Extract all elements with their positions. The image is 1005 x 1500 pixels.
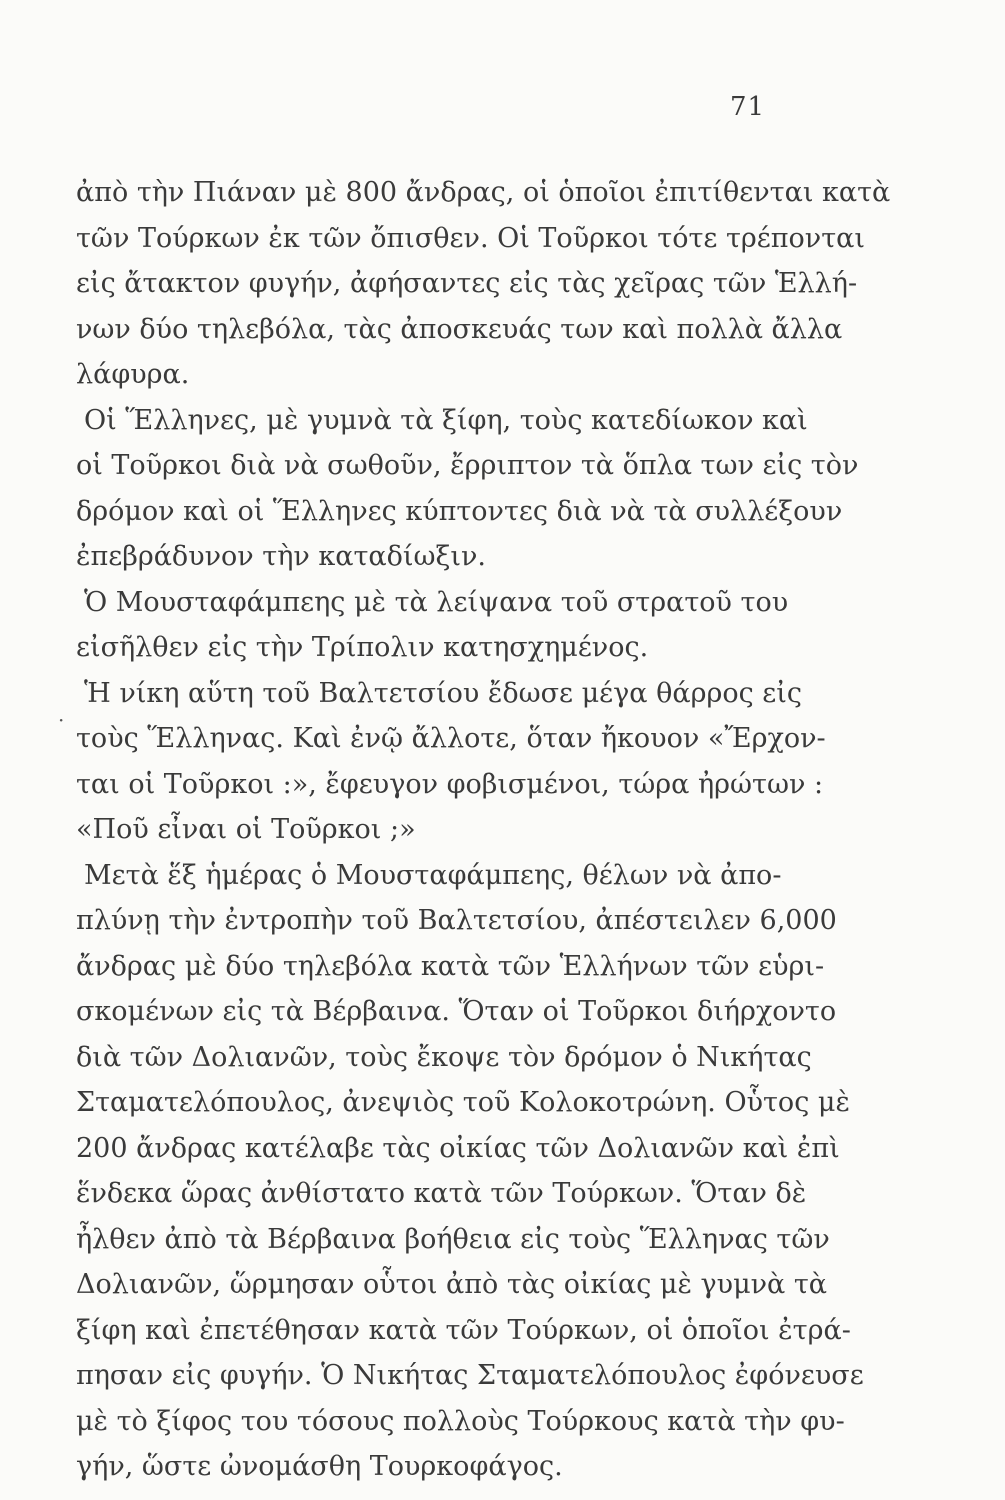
text-line: Ὁ Μουσταφάμπεης μὲ τὰ λείψανα τοῦ στρατοῦ του xyxy=(84,586,789,618)
text-line: οἱ Τοῦρκοι διὰ νὰ σωθοῦν, ἔρριπτον τὰ ὅπλα των εἰς τὸν xyxy=(76,450,859,481)
text-line: ἄνδρας μὲ δύο τηλεβόλα κατὰ τῶν Ἑλλήνων τῶν εὑρι- xyxy=(76,950,825,982)
text-line: ἐπεβράδυνον τὴν καταδίωξιν. xyxy=(76,541,486,572)
text-line: διὰ τῶν Δολιανῶν, τοὺς ἔκοψε τὸν δρόμον ὁ Νικήτας xyxy=(76,1041,812,1073)
text-line: νων δύο τηλεβόλα, τὰς ἀποσκευάς των καὶ πολλὰ ἄλλα xyxy=(76,313,843,345)
text-line: γήν, ὥστε ὠνομάσθη Τουρκοφάγος. xyxy=(76,1451,563,1482)
text-line: τοὺς Ἕλληνας. Καὶ ἐνῷ ἄλλοτε, ὅταν ἤκουον «Ἔρχον- xyxy=(76,723,826,754)
text-line: εἰσῆλθεν εἰς τὴν Τρίπολιν κατησχημένος. xyxy=(76,632,649,663)
text-line: πησαν εἰς φυγήν. Ὁ Νικήτας Σταματελόπουλος ἐφόνευσε xyxy=(76,1360,864,1391)
text-line: ται οἱ Τοῦρκοι :», ἔφευγον φοβισμένοι, τώρα ἠρώτων : xyxy=(76,768,824,800)
text-line: λάφυρα. xyxy=(76,359,190,390)
text-line: ἦλθεν ἀπὸ τὰ Βέρβαινα βοήθεια εἰς τοὺς Ἕλληνας τῶν xyxy=(76,1223,830,1255)
text-line: εἰς ἄτακτον φυγήν, ἀφήσαντες εἰς τὰς χεῖρας τῶν Ἑλλή- xyxy=(76,268,858,299)
text-line: πλύνῃ τὴν ἐντροπὴν τοῦ Βαλτετσίου, ἀπέστειλεν 6,000 xyxy=(76,905,837,936)
text-line: σκομένων εἰς τὰ Βέρβαινα. Ὅταν οἱ Τοῦρκοι διήρχοντο xyxy=(76,996,837,1027)
body-text xyxy=(76,170,891,1490)
text-line: Μετὰ ἕξ ἡμέρας ὁ Μουσταφάμπεης, θέλων νὰ ἀπο- xyxy=(84,859,782,891)
text-line: ξίφη καὶ ἐπετέθησαν κατὰ τῶν Τούρκων, οἱ ὁποῖοι ἐτρά- xyxy=(76,1314,851,1346)
text-line: ἕνδεκα ὥρας ἀνθίστατο κατὰ τῶν Τούρκων. Ὅταν δὲ xyxy=(76,1178,807,1209)
text-line: Οἱ Ἕλληνες, μὲ γυμνὰ τὰ ξίφη, τοὺς κατεδίωκον καὶ xyxy=(84,404,808,436)
text-line: Δολιανῶν, ὥρμησαν οὗτοι ἀπὸ τὰς οἰκίας μὲ γυμνὰ τὰ xyxy=(76,1269,828,1300)
text-line: 200 ἄνδρας κατέλαβε τὰς οἰκίας τῶν Δολιανῶν καὶ ἐπὶ xyxy=(76,1132,840,1164)
text-line: Ἡ νίκη αὕτη τοῦ Βαλτετσίου ἔδωσε μέγα θάρρος εἰς xyxy=(84,677,802,709)
text-line: τῶν Τούρκων ἐκ τῶν ὄπισθεν. Οἱ Τοῦρκοι τότε τρέπονται xyxy=(76,222,865,254)
text-line: δρόμον καὶ οἱ Ἕλληνες κύπτοντες διὰ νὰ τὰ συλλέξουν xyxy=(76,495,843,527)
text-line: Σταματελόπουλος, ἀνεψιὸς τοῦ Κολοκοτρώνη. Οὗτος μὲ xyxy=(76,1087,850,1118)
text-line: «Ποῦ εἶναι οἱ Τοῦρκοι ;» xyxy=(76,814,416,845)
margin-dot-mark: · xyxy=(58,708,65,732)
text-line: μὲ τὸ ξίφος του τόσους πολλοὺς Τούρκους κατὰ τὴν φυ- xyxy=(76,1405,845,1437)
page-number: 71 xyxy=(730,92,766,122)
text-line: ἀπὸ τὴν Πιάναν μὲ 800 ἄνδρας, οἱ ὁποῖοι ἐπιτίθενται κατὰ xyxy=(76,177,891,208)
